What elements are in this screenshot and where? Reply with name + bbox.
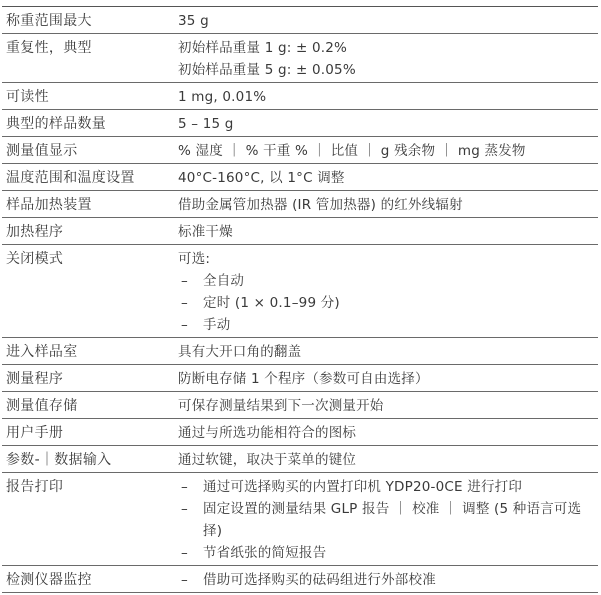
spec-value — [178, 473, 598, 565]
spec-value-line: 1 mg, 0.01% — [178, 89, 267, 105]
spec-label: 检测仪器监控 — [6, 572, 92, 588]
spec-label: 温度范围和温度设置 — [6, 170, 135, 186]
spec-value — [178, 365, 598, 391]
spec-label: 关闭模式 — [6, 251, 64, 267]
spec-value-line: 可选: — [178, 251, 211, 267]
spec-value-line: 35 g — [178, 13, 209, 29]
spec-value — [178, 137, 598, 163]
spec-value — [178, 566, 598, 592]
bullet-dash: – — [181, 479, 188, 495]
spec-row-measurement-program — [2, 365, 598, 392]
spec-label: 报告打印 — [6, 479, 64, 495]
bullet-text: 节省纸张的简短报告 — [203, 545, 327, 561]
spec-row-heating-device — [2, 191, 598, 218]
spec-value — [178, 34, 598, 82]
bullet-item — [178, 498, 598, 542]
spec-row-data-input — [2, 446, 598, 473]
spec-row-value-storage — [2, 392, 598, 419]
spec-value-line: 初始样品重量 5 g: ± 0.05% — [178, 62, 356, 78]
spec-value-line: 通过软键，取决于菜单的键位 — [178, 452, 357, 468]
bullet-item — [178, 569, 598, 591]
bullet-text: 定时 (1 × 0.1–99 分) — [203, 295, 340, 311]
bullet-dash: – — [181, 295, 188, 311]
spec-value — [178, 191, 598, 217]
spec-value — [178, 218, 598, 244]
spec-value-line: 通过与所选功能相符合的图标 — [178, 425, 357, 441]
spec-value — [178, 164, 598, 190]
spec-row-repeatability — [2, 34, 598, 83]
bullet-dash: – — [181, 545, 188, 561]
spec-row-readability — [2, 83, 598, 110]
spec-label: 样品加热装置 — [6, 197, 92, 213]
spec-value — [178, 419, 598, 445]
bullet-item — [178, 542, 598, 564]
bullet-item — [178, 270, 598, 292]
spec-value-line: 标准干燥 — [178, 224, 233, 240]
spec-value-line: 具有大开口角的翻盖 — [178, 344, 302, 360]
spec-label: 称重范围最大 — [6, 13, 92, 29]
spec-value-line: 40°C-160°C, 以 1°C 调整 — [178, 170, 345, 186]
spec-label: 可读性 — [6, 89, 49, 105]
spec-value — [178, 245, 598, 337]
spec-label: 重复性，典型 — [6, 40, 92, 56]
spec-value — [178, 338, 598, 364]
bullet-text: 手动 — [203, 317, 231, 333]
bullet-item — [178, 314, 598, 336]
spec-row-display — [2, 137, 598, 164]
bullet-item — [178, 292, 598, 314]
spec-row-instrument-monitoring — [2, 566, 598, 593]
spec-label: 测量程序 — [6, 371, 64, 387]
spec-label: 用户手册 — [6, 425, 64, 441]
spec-row-shutoff-mode — [2, 245, 598, 338]
spec-value-line: % 湿度 ｜ % 干重 % ｜ 比值 ｜ g 残余物 ｜ mg 蒸发物 — [178, 143, 526, 159]
bullet-text: 固定设置的测量结果 GLP 报告 ｜ 校准 ｜ 调整 (5 种语言可选择) — [203, 501, 582, 539]
bullet-dash: – — [181, 572, 188, 588]
spec-label: 测量值显示 — [6, 143, 78, 159]
spec-value-line: 可保存测量结果到下一次测量开始 — [178, 398, 384, 414]
bullet-text: 通过可选择购买的内置打印机 YDP20-0CE 进行打印 — [203, 479, 523, 495]
spec-value — [178, 110, 598, 136]
bullet-dash: – — [181, 501, 188, 517]
spec-label: 典型的样品数量 — [6, 116, 107, 132]
spec-row-sample-quantity — [2, 110, 598, 137]
spec-value-line: 防断电存储 1 个程序（参数可自由选择） — [178, 371, 429, 387]
spec-row-report-printing — [2, 473, 598, 566]
bullet-dash: – — [181, 273, 188, 289]
spec-label: 进入样品室 — [6, 344, 78, 360]
spec-row-sample-chamber — [2, 338, 598, 365]
spec-value-line: 初始样品重量 1 g: ± 0.2% — [178, 40, 348, 56]
spec-value-line: 5 – 15 g — [178, 116, 234, 132]
spec-label: 加热程序 — [6, 224, 64, 240]
spec-value — [178, 83, 598, 109]
bullet-item — [178, 476, 598, 498]
spec-table — [2, 6, 598, 593]
spec-value-line: 借助金属管加热器 (IR 管加热器) 的红外线辐射 — [178, 197, 463, 213]
spec-row-heating-program — [2, 218, 598, 245]
bullet-text: 全自动 — [203, 273, 245, 289]
spec-label: 参数-｜数据输入 — [6, 452, 112, 468]
spec-row-temperature — [2, 164, 598, 191]
spec-label: 测量值存储 — [6, 398, 78, 414]
spec-value — [178, 446, 598, 472]
spec-value — [178, 392, 598, 418]
spec-row-weighing-range — [2, 7, 598, 34]
spec-row-user-manual — [2, 419, 598, 446]
spec-value — [178, 7, 598, 33]
bullet-dash: – — [181, 317, 188, 333]
bullet-text: 借助可选择购买的砝码组进行外部校准 — [203, 572, 436, 588]
